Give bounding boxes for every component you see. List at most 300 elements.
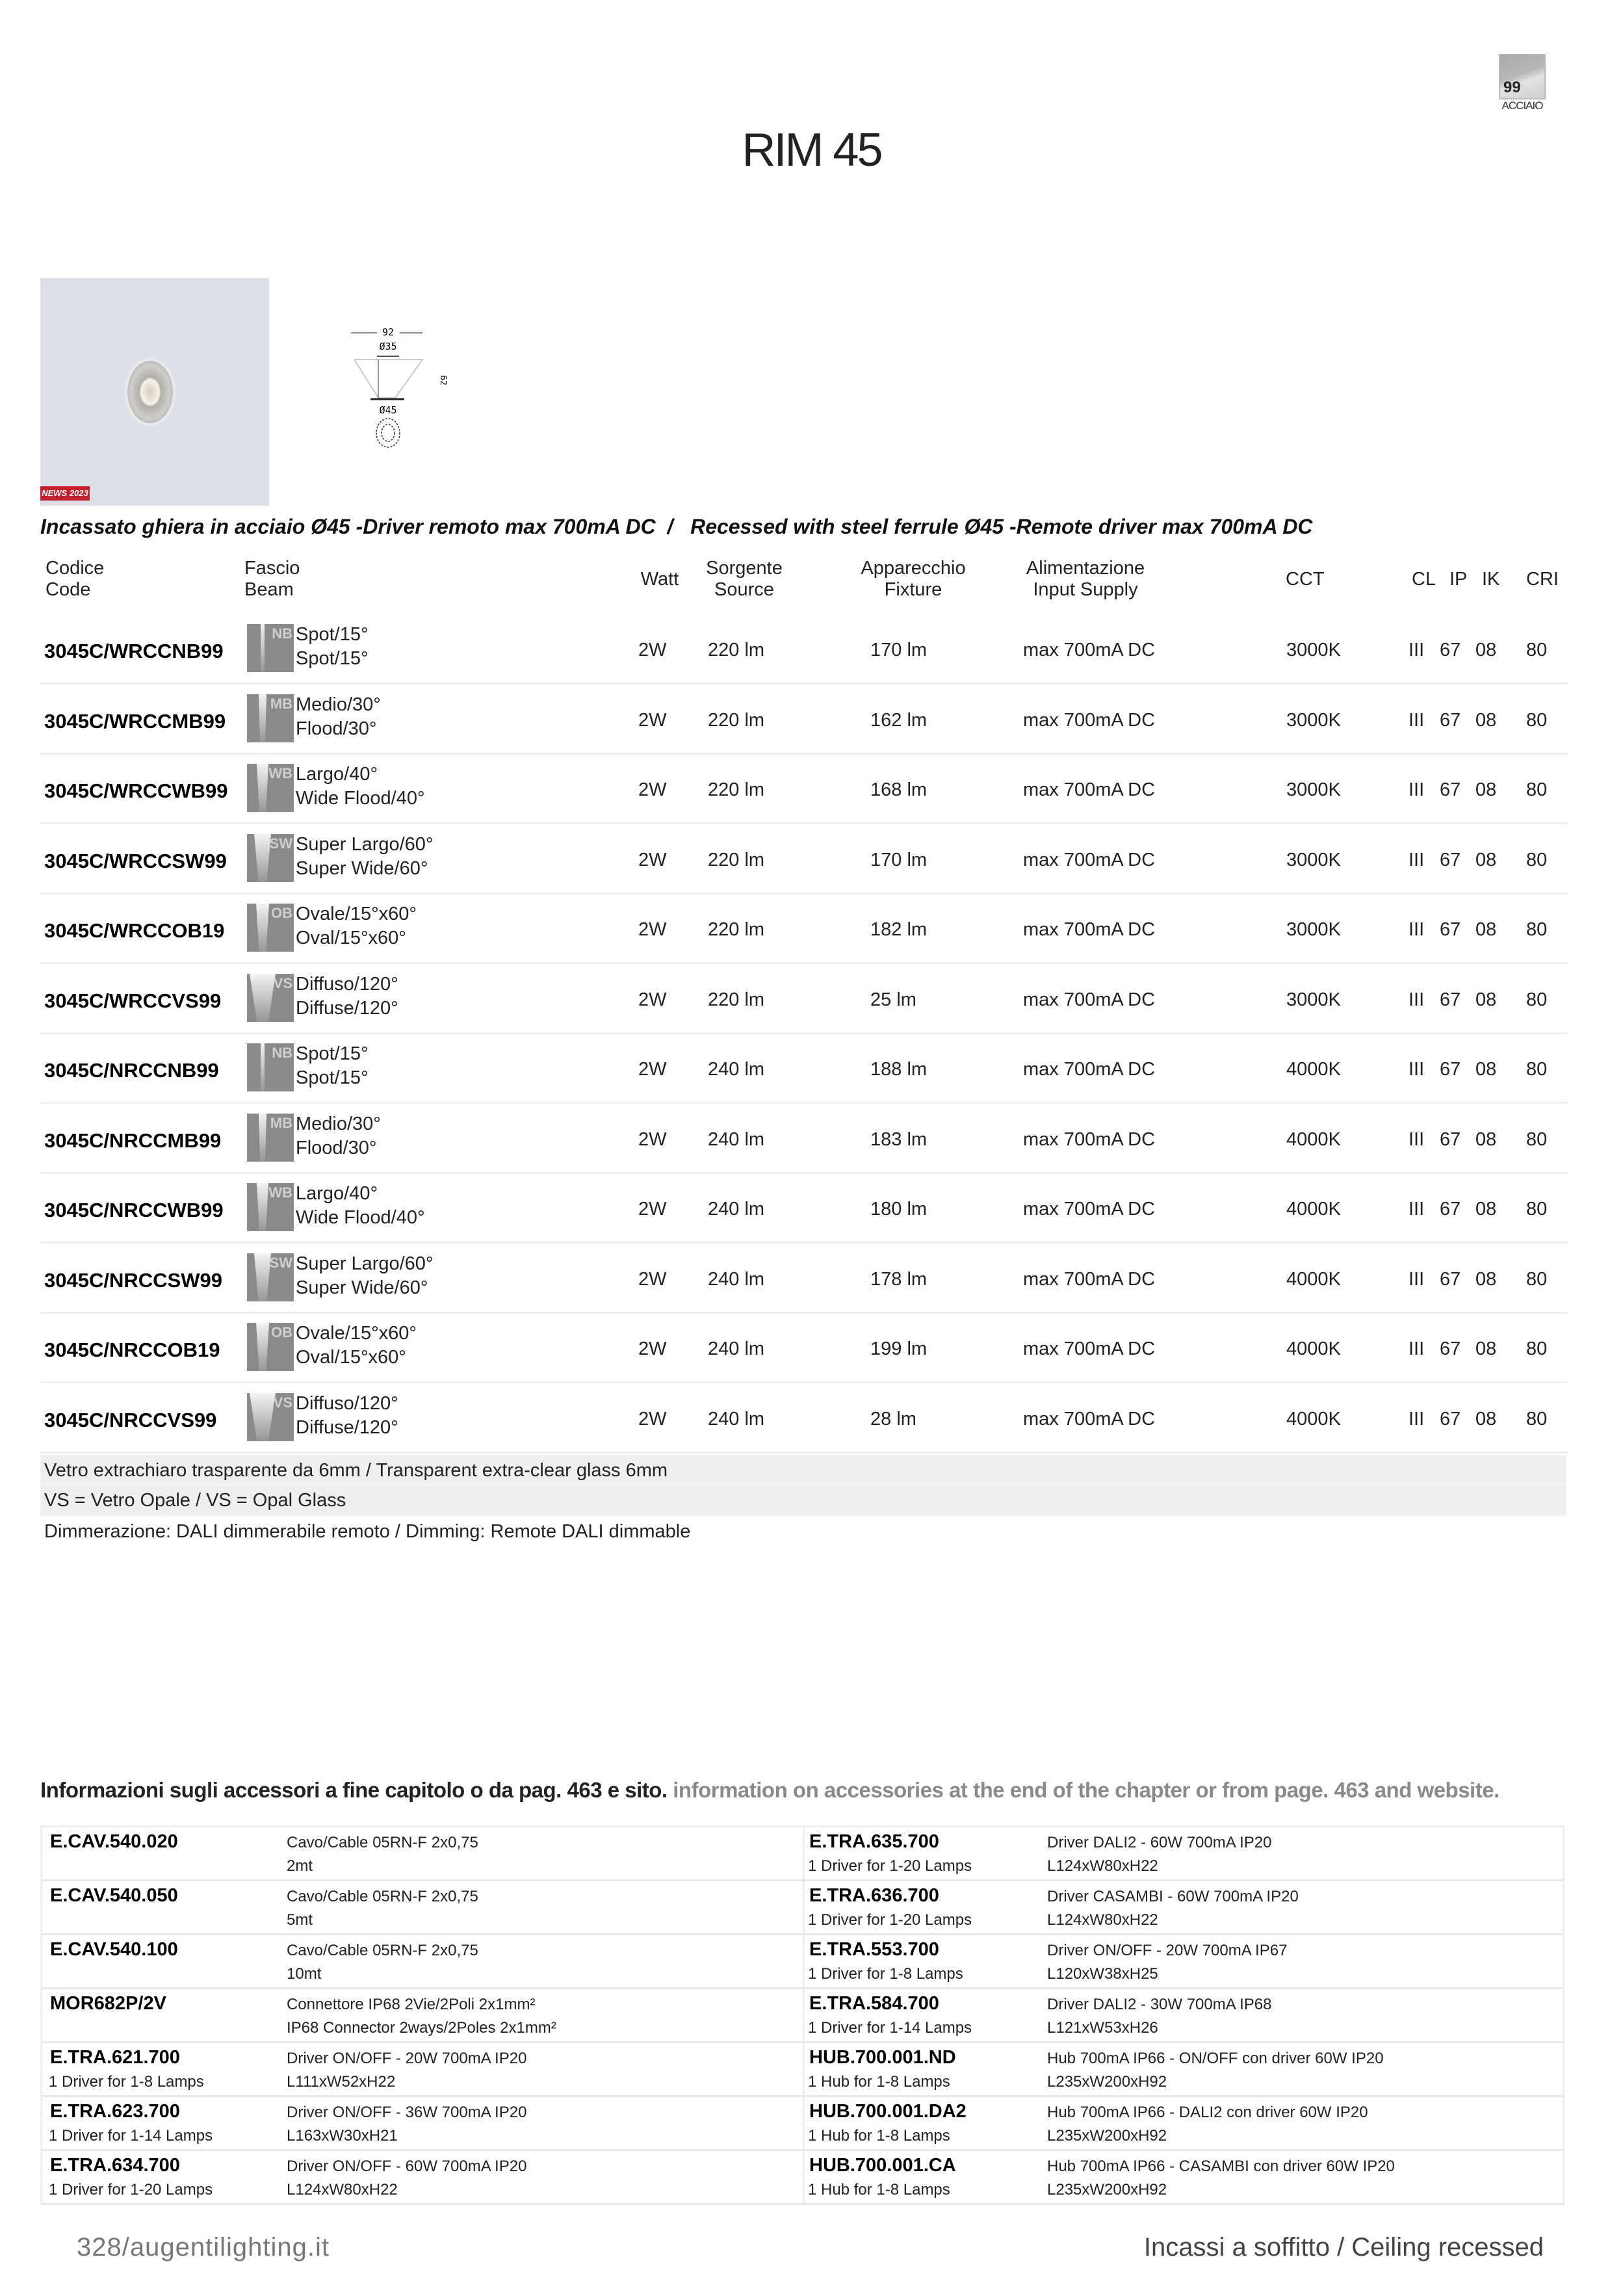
source-lumen: 240 lm [708, 1059, 765, 1080]
input-supply: max 700mA DC [1023, 989, 1156, 1010]
ip-rating: 67 [1440, 1408, 1461, 1429]
beam-code: VS [273, 1394, 292, 1411]
column-divider [803, 1881, 805, 1933]
accessory-description: Cavo/Cable 05RN-F 2x0,75 [287, 1888, 478, 1905]
watt: 2W [638, 640, 667, 660]
accessory-detail: 10mt [287, 1965, 322, 1983]
watt: 2W [638, 989, 667, 1010]
accessory-code: E.CAV.540.050 [50, 1885, 178, 1906]
accessory-description: Connettore IP68 2Vie/2Poli 2x1mm² [287, 1996, 536, 2013]
input-supply: max 700mA DC [1023, 779, 1156, 800]
table-row [40, 1244, 1568, 1314]
cct: 4000K [1286, 1059, 1341, 1080]
beam-label [296, 1182, 425, 1230]
accessory-description: Driver DALI2 - 30W 700mA IP68 [1047, 1996, 1272, 2013]
beam-label-it: Spot/15° [296, 1043, 369, 1064]
accessory-row [40, 2151, 1565, 2205]
beam-label [296, 833, 434, 881]
beam-code: VS [273, 974, 292, 991]
header-source-it: Sorgente [706, 558, 783, 579]
beam-label-it: Diffuso/120° [296, 1392, 398, 1414]
beam-code: NB [272, 1045, 292, 1061]
beam-label [296, 972, 398, 1021]
accessory-compatibility: 1 Driver for 1-8 Lamps [49, 2073, 204, 2091]
cct: 3000K [1286, 709, 1341, 731]
beam-nb-icon [247, 1043, 294, 1091]
product-code: 3045C/NRCCSW99 [44, 1268, 222, 1292]
ik-rating: 08 [1475, 989, 1497, 1010]
column-divider [803, 2151, 805, 2203]
cri: 80 [1526, 1128, 1548, 1150]
accessory-detail: L124xW80xH22 [1047, 1857, 1158, 1875]
beam-label-en: Oval/15°x60° [296, 1347, 406, 1368]
header-code-en: Code [45, 579, 91, 600]
beam-label [296, 1392, 398, 1440]
header-cct: CCT [1286, 569, 1325, 590]
table-row [40, 825, 1568, 894]
source-lumen: 240 lm [708, 1338, 765, 1359]
class: III [1409, 1128, 1425, 1150]
table-row [40, 755, 1568, 824]
table-row [40, 615, 1568, 685]
finish-label: ACCIAIO [1501, 99, 1543, 112]
input-supply: max 700mA DC [1023, 640, 1156, 660]
class: III [1409, 1408, 1425, 1429]
accessory-code: MOR682P/2V [50, 1993, 166, 2014]
accessory-description: Hub 700mA IP66 - ON/OFF con driver 60W IP20 [1047, 2050, 1384, 2067]
cct: 3000K [1286, 919, 1341, 940]
source-lumen: 220 lm [708, 779, 765, 800]
ik-rating: 08 [1475, 1059, 1497, 1080]
beam-code: WB [268, 1184, 292, 1201]
source-lumen: 220 lm [708, 849, 765, 870]
beam-label-it: Largo/40° [296, 1183, 378, 1204]
ip-rating: 67 [1440, 1268, 1461, 1290]
page-title: RIM 45 [742, 124, 881, 176]
table-row [40, 1384, 1568, 1454]
ip-rating: 67 [1440, 1059, 1461, 1080]
accessory-code: E.TRA.623.700 [50, 2101, 180, 2122]
accessory-description: Driver DALI2 - 60W 700mA IP20 [1047, 1834, 1272, 1851]
column-divider [803, 2097, 805, 2149]
finish-code: 99 [1503, 79, 1521, 96]
beam-label-it: Ovale/15°x60° [296, 1323, 417, 1344]
accessory-code: E.TRA.636.700 [809, 1885, 939, 1906]
watt: 2W [638, 849, 667, 870]
cct: 3000K [1286, 779, 1341, 800]
watt: 2W [638, 1059, 667, 1080]
header-beam-it: Fascio [244, 558, 300, 579]
ip-rating: 67 [1440, 1338, 1461, 1359]
beam-label-it: Diffuso/120° [296, 973, 398, 995]
beam-vs-icon [247, 1393, 294, 1441]
source-lumen: 240 lm [708, 1408, 765, 1429]
accessory-row [40, 1881, 1565, 1935]
accessory-code: HUB.700.001.CA [809, 2155, 956, 2176]
beam-label-it: Medio/30° [296, 1113, 381, 1134]
accessory-code: E.CAV.540.020 [50, 1831, 178, 1852]
cct: 4000K [1286, 1408, 1341, 1429]
accessory-detail: L121xW53xH26 [1047, 2019, 1158, 2037]
cri: 80 [1526, 1059, 1548, 1080]
ik-rating: 08 [1475, 779, 1497, 800]
table-row [40, 685, 1568, 755]
accessory-detail: L235xW200xH92 [1047, 2127, 1167, 2145]
technical-drawing [344, 319, 448, 455]
header-fixture [838, 558, 988, 601]
product-code: 3045C/NRCCOB19 [44, 1338, 220, 1361]
beam-label [296, 623, 369, 671]
ik-rating: 08 [1475, 640, 1497, 660]
accessories-heading-it: Informazioni sugli accessori a fine capitolo o da pag. 463 e sito. [40, 1778, 668, 1802]
beam-label [296, 1322, 417, 1370]
beam-label-it: Largo/40° [296, 764, 378, 785]
source-lumen: 220 lm [708, 640, 765, 660]
beam-label-it: Spot/15° [296, 624, 369, 645]
beam-code: SW [269, 1254, 292, 1271]
source-lumen: 240 lm [708, 1128, 765, 1150]
accessory-detail: L235xW200xH92 [1047, 2073, 1167, 2091]
beam-code: NB [272, 625, 292, 642]
accessory-compatibility: 1 Driver for 1-20 Lamps [808, 1857, 972, 1875]
header-source-en: Source [714, 579, 774, 600]
accessory-compatibility: 1 Driver for 1-8 Lamps [808, 1965, 963, 1983]
ip-rating: 67 [1440, 989, 1461, 1010]
beam-ob-icon [247, 904, 294, 952]
ip-rating: 67 [1440, 709, 1461, 731]
accessory-compatibility: 1 Hub for 1-8 Lamps [808, 2127, 950, 2145]
beam-label [296, 1042, 369, 1090]
fixture-lumen: 188 lm [870, 1059, 928, 1080]
accessory-compatibility: 1 Hub for 1-8 Lamps [808, 2073, 950, 2091]
accessory-row [40, 2043, 1565, 2097]
accessory-description: Cavo/Cable 05RN-F 2x0,75 [287, 1834, 478, 1851]
input-supply: max 700mA DC [1023, 1338, 1156, 1359]
beam-code: OB [271, 905, 292, 921]
accessory-description: Driver ON/OFF - 20W 700mA IP20 [287, 2050, 527, 2067]
cct: 3000K [1286, 640, 1341, 660]
cri: 80 [1526, 1268, 1548, 1290]
watt: 2W [638, 1128, 667, 1150]
class: III [1409, 919, 1425, 940]
beam-label-it: Super Largo/60° [296, 1253, 434, 1274]
accessories-table [40, 1825, 1565, 2205]
class: III [1409, 1059, 1425, 1080]
beam-label-en: Super Wide/60° [296, 857, 428, 879]
table-row [40, 894, 1568, 964]
header-supply [1001, 558, 1170, 601]
cri: 80 [1526, 919, 1548, 940]
class: III [1409, 779, 1425, 800]
accessory-description: Driver ON/OFF - 20W 700mA IP67 [1047, 1942, 1288, 1959]
accessory-compatibility: 1 Driver for 1-14 Lamps [49, 2127, 213, 2145]
table-row [40, 1174, 1568, 1244]
cri: 80 [1526, 779, 1548, 800]
accessory-detail: 2mt [287, 1857, 313, 1875]
product-photo [40, 278, 269, 506]
beam-wb-icon [247, 1183, 294, 1231]
class: III [1409, 640, 1425, 660]
fixture-lumen: 178 lm [870, 1268, 928, 1290]
header-watt: Watt [640, 569, 679, 590]
accessory-description: Driver ON/OFF - 36W 700mA IP20 [287, 2104, 527, 2121]
accessory-row [40, 1989, 1565, 2043]
input-supply: max 700mA DC [1023, 919, 1156, 940]
column-divider [803, 1827, 805, 1879]
source-lumen: 220 lm [708, 989, 765, 1010]
header-cri: CRI [1526, 569, 1559, 590]
beam-vs-icon [247, 974, 294, 1022]
product-code: 3045C/WRCCNB99 [44, 640, 224, 662]
beam-code: OB [271, 1324, 292, 1340]
accessories-heading-en: information on accessories at the end of the chapter or from page. 463 and website. [673, 1778, 1500, 1802]
accessory-compatibility: 1 Hub for 1-8 Lamps [808, 2181, 950, 2198]
beam-wb-icon [247, 764, 294, 812]
cct: 4000K [1286, 1128, 1341, 1150]
product-code: 3045C/WRCCMB99 [44, 709, 226, 733]
page-number-website: 328/augentilighting.it [77, 2233, 330, 2262]
ik-rating: 08 [1475, 919, 1497, 940]
lamp-image [127, 361, 173, 423]
header-code [45, 558, 104, 601]
accessory-detail: L124xW80xH22 [1047, 1911, 1158, 1929]
ik-rating: 08 [1475, 1128, 1497, 1150]
class: III [1409, 849, 1425, 870]
column-divider [803, 1935, 805, 1987]
accessory-description: Hub 700mA IP66 - DALI2 con driver 60W IP20 [1047, 2104, 1368, 2121]
fixture-lumen: 180 lm [870, 1199, 928, 1220]
beam-code: MB [270, 1114, 292, 1131]
cri: 80 [1526, 1338, 1548, 1359]
fixture-lumen: 199 lm [870, 1338, 928, 1359]
beam-label-en: Flood/30° [296, 1137, 377, 1158]
header-beam-en: Beam [244, 579, 294, 600]
accessory-detail: L235xW200xH92 [1047, 2181, 1167, 2198]
beam-label-en: Flood/30° [296, 718, 377, 739]
note-glass: Vetro extrachiaro trasparente da 6mm / Transparent extra-clear glass 6mm [40, 1455, 1566, 1485]
header-code-it: Codice [45, 558, 105, 579]
header-fixture-en: Fixture [884, 579, 942, 600]
beam-label-en: Diffuse/120° [296, 997, 398, 1019]
header-source [679, 558, 809, 601]
accessory-code: HUB.700.001.ND [809, 2047, 956, 2068]
ik-rating: 08 [1475, 849, 1497, 870]
accessory-code: E.TRA.584.700 [809, 1993, 939, 2014]
input-supply: max 700mA DC [1023, 1128, 1156, 1150]
table-row [40, 965, 1568, 1034]
beam-code: MB [270, 695, 292, 712]
cct: 4000K [1286, 1338, 1341, 1359]
beam-label [296, 763, 425, 811]
accessory-row [40, 1827, 1565, 1881]
class: III [1409, 709, 1425, 731]
accessory-code: E.TRA.553.700 [809, 1939, 939, 1960]
product-description: Incassato ghiera in acciaio Ø45 -Driver remoto max 700mA DC / Recessed with steel ferrule Ø45 -Remote driver max 700mA DC [40, 515, 1313, 538]
dim-ferrule: Ø45 [379, 404, 397, 416]
finish-swatch-steel [1499, 54, 1546, 99]
header-cl: CL [1412, 569, 1436, 590]
header-ip: IP [1449, 569, 1468, 590]
product-code: 3045C/WRCCOB19 [44, 919, 225, 942]
watt: 2W [638, 1408, 667, 1429]
ip-rating: 67 [1440, 640, 1461, 660]
table-row [40, 1104, 1568, 1174]
ip-rating: 67 [1440, 1199, 1461, 1220]
cri: 80 [1526, 709, 1548, 731]
product-code: 3045C/WRCCWB99 [44, 779, 228, 802]
cri: 80 [1526, 1199, 1548, 1220]
accessory-compatibility: 1 Driver for 1-20 Lamps [49, 2181, 213, 2198]
beam-label-en: Diffuse/120° [296, 1416, 398, 1438]
accessory-row [40, 1935, 1565, 1989]
header-supply-it: Alimentazione [1026, 558, 1145, 579]
accessory-detail: 5mt [287, 1911, 313, 1929]
accessory-description: Hub 700mA IP66 - CASAMBI con driver 60W IP20 [1047, 2158, 1395, 2175]
beam-label [296, 693, 381, 741]
fixture-lumen: 182 lm [870, 919, 928, 940]
accessory-code: HUB.700.001.DA2 [809, 2101, 967, 2122]
ip-rating: 67 [1440, 1128, 1461, 1150]
accessory-detail: L163xW30xH21 [287, 2127, 398, 2145]
accessory-detail: IP68 Connector 2ways/2Poles 2x1mm² [287, 2019, 556, 2037]
class: III [1409, 1338, 1425, 1359]
beam-sw-icon [247, 1253, 294, 1301]
cct: 3000K [1286, 849, 1341, 870]
input-supply: max 700mA DC [1023, 1059, 1156, 1080]
dim-height: 62 [438, 375, 448, 385]
ik-rating: 08 [1475, 1338, 1497, 1359]
cct: 3000K [1286, 989, 1341, 1010]
accessory-compatibility: 1 Driver for 1-20 Lamps [808, 1911, 972, 1929]
beam-label-en: Super Wide/60° [296, 1277, 428, 1298]
cct: 4000K [1286, 1268, 1341, 1290]
fixture-lumen: 28 lm [870, 1408, 916, 1429]
cri: 80 [1526, 1408, 1548, 1429]
beam-label-en: Wide Flood/40° [296, 1207, 425, 1228]
accessory-code: E.TRA.634.700 [50, 2155, 180, 2176]
fixture-lumen: 25 lm [870, 989, 916, 1010]
watt: 2W [638, 919, 667, 940]
dim-width: 92 [382, 326, 395, 338]
input-supply: max 700mA DC [1023, 709, 1156, 731]
source-lumen: 220 lm [708, 919, 765, 940]
ik-rating: 08 [1475, 709, 1497, 731]
beam-label-en: Spot/15° [296, 1067, 369, 1088]
beam-ob-icon [247, 1323, 294, 1371]
beam-label [296, 902, 417, 950]
accessories-heading [40, 1778, 1500, 1803]
beam-label-en: Spot/15° [296, 648, 369, 669]
column-divider [803, 1989, 805, 2041]
header-ik: IK [1482, 569, 1500, 590]
beam-sw-icon [247, 834, 294, 882]
table-row [40, 1314, 1568, 1383]
ik-rating: 08 [1475, 1199, 1497, 1220]
accessory-compatibility: 1 Driver for 1-14 Lamps [808, 2019, 972, 2037]
beam-label [296, 1112, 381, 1160]
cri: 80 [1526, 989, 1548, 1010]
news-badge: NEWS 2023 [40, 486, 90, 501]
accessory-code: E.TRA.621.700 [50, 2047, 180, 2068]
ip-rating: 67 [1440, 919, 1461, 940]
class: III [1409, 989, 1425, 1010]
header-supply-en: Input Supply [1033, 579, 1138, 600]
source-lumen: 220 lm [708, 709, 765, 731]
fixture-lumen: 168 lm [870, 779, 928, 800]
accessory-description: Cavo/Cable 05RN-F 2x0,75 [287, 1942, 478, 1959]
source-lumen: 240 lm [708, 1199, 765, 1220]
header-fixture-it: Apparecchio [861, 558, 966, 579]
accessory-code: E.CAV.540.100 [50, 1939, 178, 1960]
note-opal: VS = Vetro Opale / VS = Opal Glass [44, 1490, 346, 1511]
beam-mb-icon [247, 1114, 294, 1162]
fixture-lumen: 170 lm [870, 640, 928, 660]
beam-nb-icon [247, 624, 294, 672]
product-code: 3045C/NRCCMB99 [44, 1128, 222, 1152]
input-supply: max 700mA DC [1023, 849, 1156, 870]
beam-label-it: Super Largo/60° [296, 833, 434, 855]
accessory-description: Driver ON/OFF - 60W 700mA IP20 [287, 2158, 527, 2175]
cct: 4000K [1286, 1199, 1341, 1220]
cri: 80 [1526, 640, 1548, 660]
accessory-detail: L111xW52xH22 [287, 2073, 396, 2091]
product-code: 3045C/WRCCVS99 [44, 989, 222, 1012]
accessory-detail: L124xW80xH22 [287, 2181, 398, 2198]
fixture-lumen: 183 lm [870, 1128, 928, 1150]
beam-label-it: Ovale/15°x60° [296, 904, 417, 924]
fixture-lumen: 170 lm [870, 849, 928, 870]
ik-rating: 08 [1475, 1268, 1497, 1290]
accessory-code: E.TRA.635.700 [809, 1831, 939, 1852]
cri: 80 [1526, 849, 1548, 870]
fixture-lumen: 162 lm [870, 709, 928, 731]
class: III [1409, 1268, 1425, 1290]
product-code: 3045C/NRCCVS99 [44, 1408, 217, 1431]
beam-label-en: Wide Flood/40° [296, 788, 425, 809]
section-title: Incassi a soffitto / Ceiling recessed [1143, 2233, 1544, 2262]
input-supply: max 700mA DC [1023, 1408, 1156, 1429]
header-beam [244, 558, 300, 601]
class: III [1409, 1199, 1425, 1220]
beam-mb-icon [247, 694, 294, 742]
accessory-description: Driver CASAMBI - 60W 700mA IP20 [1047, 1888, 1299, 1905]
input-supply: max 700mA DC [1023, 1199, 1156, 1220]
dim-inner: Ø35 [379, 341, 397, 352]
beam-label-it: Medio/30° [296, 694, 381, 715]
ik-rating: 08 [1475, 1408, 1497, 1429]
beam-code: WB [268, 765, 292, 781]
ip-rating: 67 [1440, 779, 1461, 800]
watt: 2W [638, 1268, 667, 1290]
input-supply: max 700mA DC [1023, 1268, 1156, 1290]
watt: 2W [638, 779, 667, 800]
product-code: 3045C/WRCCSW99 [44, 849, 227, 872]
accessory-detail: L120xW38xH25 [1047, 1965, 1158, 1983]
table-row [40, 1034, 1568, 1104]
watt: 2W [638, 1199, 667, 1220]
watt: 2W [638, 1338, 667, 1359]
beam-label [296, 1252, 434, 1300]
note-dimming: Dimmerazione: DALI dimmerabile remoto / Dimming: Remote DALI dimmable [44, 1521, 691, 1542]
watt: 2W [638, 709, 667, 731]
ip-rating: 67 [1440, 849, 1461, 870]
source-lumen: 240 lm [708, 1268, 765, 1290]
beam-label-en: Oval/15°x60° [296, 928, 406, 948]
column-divider [803, 2043, 805, 2095]
product-code: 3045C/NRCCNB99 [44, 1059, 219, 1082]
beam-code: SW [269, 835, 292, 852]
accessory-row [40, 2097, 1565, 2151]
